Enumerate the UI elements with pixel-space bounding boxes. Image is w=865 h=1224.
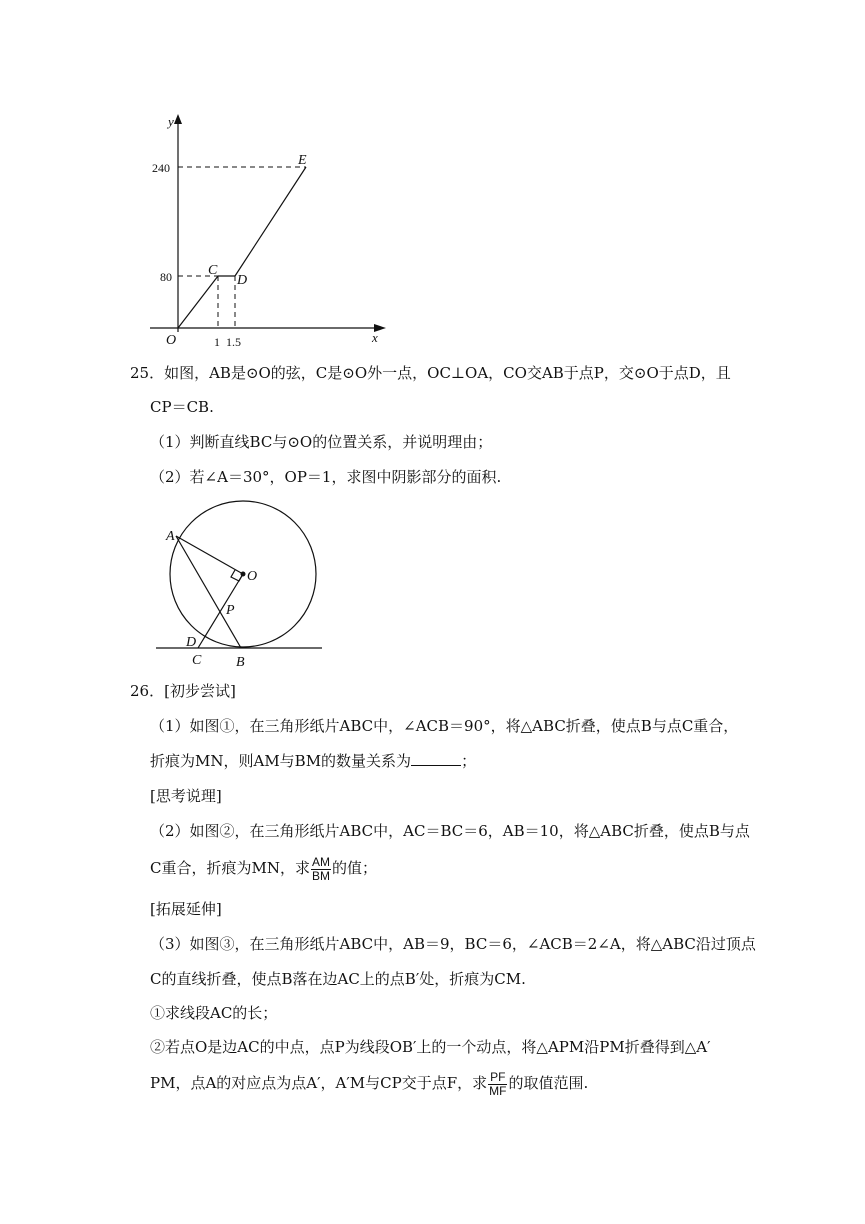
q25-part1: （1）判断直线BC与⊙O的位置关系，并说明理由； [150,433,493,451]
q26-section3: [拓展延伸] [150,900,222,918]
fraction-am-bm [311,856,331,883]
segment-ao [176,536,243,574]
line-graph-figure [140,110,400,350]
fraction-numerator: PF [490,1069,506,1084]
x-tick-1-5: 1.5 [226,335,241,349]
y-tick-80: 80 [160,270,172,284]
q26-p1-line2 [150,750,476,772]
x-tick-1: 1 [214,335,220,349]
q26-heading: 26．[初步尝试] [130,682,236,700]
q26-p3-ii-line2-text: PM，点A的对应点为点A′，A′M与CP交于点F，求 [150,1074,488,1092]
q25-part2: （2）若∠A＝30°，OP＝1，求图中阴影部分的面积. [150,468,502,486]
fraction-denominator: MF [489,1083,507,1098]
segment-oc [178,276,218,328]
point-b-label: B [236,655,245,670]
point-o-label: O [247,569,258,584]
q26-p2-line1: （2）如图②，在三角形纸片ABC中，AC＝BC＝6，AB＝10，将△ABC折叠，使点B与点 [150,822,750,840]
q25-line2: CP＝CB. [150,398,214,416]
fraction-numerator: AM [311,854,330,869]
q26-p2-line2-text: C重合，折痕为MN，求 [150,859,310,877]
point-d-label: D [237,273,248,288]
q26-p3-line2: C的直线折叠，使点B落在边AC上的点B′处，折痕为CM. [150,970,526,988]
segment-de [235,167,306,276]
q26-p1-line2-text: 折痕为MN，则AM与BM的数量关系为 [150,752,412,770]
q26-p2-line2 [150,853,377,883]
center-dot [241,572,246,577]
q26-p2-line2-end: 的值； [331,859,377,877]
point-c-label: C [208,263,218,278]
y-axis-label: y [168,114,174,129]
q26-p1-line1: （1）如图①，在三角形纸片ABC中，∠ACB＝90°，将△ABC折叠，使点B与点C重合， [150,717,739,735]
q26-p3-i: ①求线段AC的长； [150,1004,278,1022]
q26-p1-line2-end: ； [461,752,477,770]
q26-p3-ii-line1: ②若点O是边AC的中点，点P为线段OB′上的一个动点，将△APM沿PM折叠得到△A′ [150,1038,711,1056]
fraction-pf-mf [488,1071,507,1098]
q26-p3-line1: （3）如图③，在三角形纸片ABC中，AB＝9，BC＝6，∠ACB＝2∠A，将△ABC沿过顶点 [150,935,756,953]
point-e-label: E [298,153,307,168]
point-a-label: A [166,529,175,544]
point-d-label: D [186,635,197,650]
y-axis-arrow [174,114,182,124]
point-c-label: C [192,653,202,668]
y-tick-240: 240 [152,161,170,175]
point-p-label: P [226,603,235,618]
q26-section2: [思考说理] [150,787,222,805]
fraction-denominator: BM [311,868,330,883]
q26-p3-ii-line2 [150,1068,588,1098]
answer-blank[interactable] [411,751,461,766]
q26-p3-ii-line2-end: 的取值范围. [508,1074,589,1092]
q25-line1: 25．如图，AB是⊙O的弦，C是⊙O外一点，OC⊥OA，CO交AB于点P，交⊙O于点D，且 [130,364,731,382]
circle-figure [150,500,330,672]
x-axis-label: x [372,330,378,345]
origin-label: O [166,333,177,348]
